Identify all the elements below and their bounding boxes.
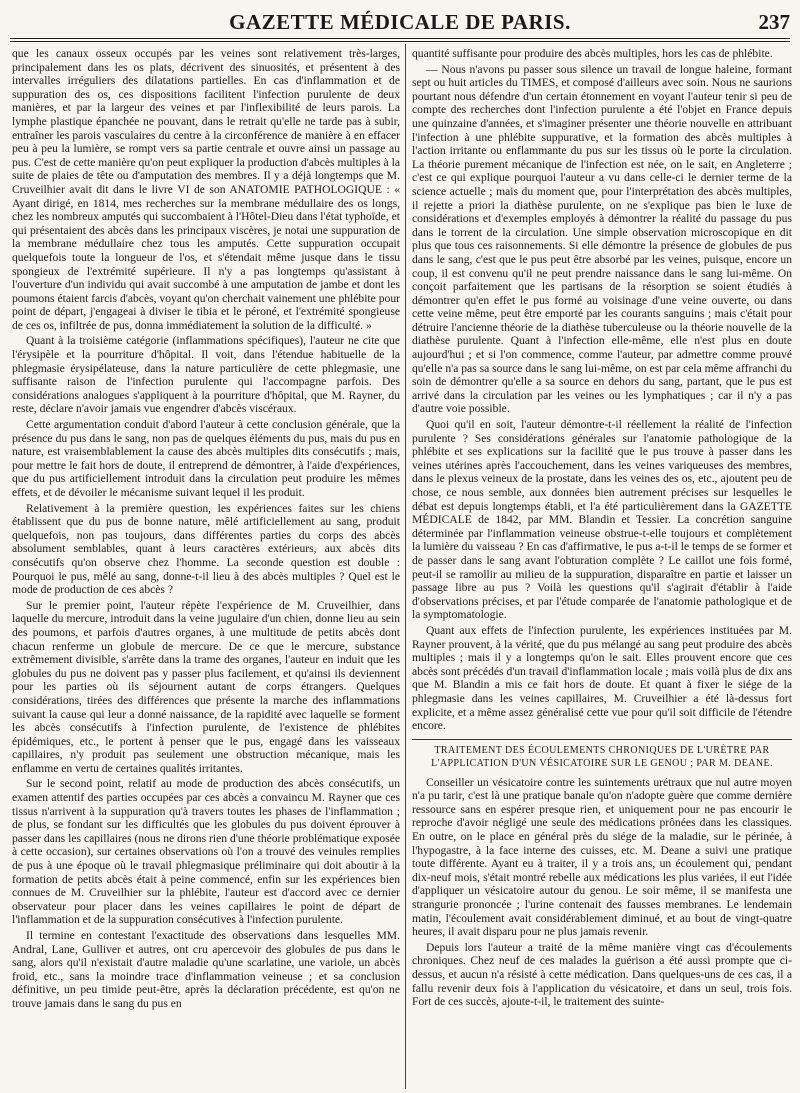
right-column [412, 47, 792, 1087]
page-header [0, 0, 800, 44]
paragraph: quantité suffisante pour produire des abcès multiples, hors les cas de phlébite. [412, 47, 773, 60]
page-number: 237 [758, 10, 790, 34]
paragraph: Sur le premier point, l'auteur répète l'expérience de M. Cruveilhier, dans laquelle du mercure, introduit dans la veine jugulaire d'un chien, donne lieu au sein des poumons, et parfois d'autres organes, à une multitude de petits abcès dont chacun renferme un globule de mercure. De ce que le mercure, substance extrêmement divisible, s'arrête dans la trame des organes, l'auteur en induit que les globules du pus ne doivent pas y passer plus facilement, et qu'ainsi ils deviennent pour les parties où ils séjournent autant de corps étrangers. Quelques considérations, tirées des différences que présente la marche des inflammations suivant la cause qui leur a donné naissance, de la rapidité avec laquelle se forment les abcès consécutifs à l'infection purulente, de l'existence de phlébites épidémiques, etc., le portent à penser que le pus, engagé dans les vaisseaux capillaires, n'y produit pas seulement une obstruction mécanique, mais les enflamme en vertu de certaines qualités irritantes. [12, 598, 400, 775]
section-rule [412, 739, 792, 740]
paragraph: — Nous n'avons pu passer sous silence un travail de longue haleine, formant sept ou huit articles du TIMES, et composé d'ailleurs avec soin. Nous ne saurions pourtant nous défendre d'un certain étonnement en voyant l'auteur tenir si peu de compte des recherches dont l'infection purulente a été l'objet en France depuis une quinzaine d'années, et s'imaginer présenter une théorie nouvelle en attribuant l'infection à une phlébite suppurative, et la formation des abcès multiples à l'action irritante ou enflammante du pus sur les tissus où le porte la circulation. La théorie purement mécanique de l'infection est née, on le sait, en Angleterre ; c'est ce qui explique pourquoi l'auteur a vu dans celle-ci le dernier terme de la science actuelle ; mais du moment que, pour l'interprétation des abcès multiples, il rejette a priori la diathèse purulente, on ne s'explique pas bien le luxe de considérations et d'exemples employés à démontrer la réalité du passage du pus dans le torrent de la circulation. Une simple observation microscopique en dit plus que tous ces raisonnements. Si elle démontre la présence de globules de pus dans le sang, c'est que le pus peut être absorbé par les veines, puisque, encore un coup, il est convenu qu'il ne peut prendre naissance dans le sang lui-même. On conçoit parfaitement que les partisans de la résorption se soient étudiés à démontrer qu'en effet le pus formé au voisinage d'une veine ouverte, ou dans cette veine même, peut être emporté par les courants sanguins ; mais c'était pour détruire l'ancienne théorie de la diathèse tuberculeuse ou la théorie nouvelle de la diathèse purulente. Quant à l'infection elle-même, elle n'est plus en doute aujourd'hui ; et si l'on commence, comme l'auteur, par admettre comme prouvé qu'elle n'a pas sa source dans le sang lui-même, on est par cela même affranchi du soin de démontrer qu'elle a sa source en dehors du sang, partant, que le pus est arrivé dans la circulation par les veines ou les lymphatiques ; car il n'y a pas d'autre voie possible. [412, 62, 792, 416]
header-rule-double [10, 41, 790, 42]
paragraph: Sur le second point, relatif au mode de production des abcès consécutifs, un examen attentif des parties occupées par ces abcès a convaincu M. Rayner que ces tissus n'arrivent à la suppuration qu'à travers toutes les phases de l'inflammation ; de plus, se fondant sur les difficultés que les globules du pus doivent éprouver à passer dans les capillaires (nous ne dirons rien d'une théorie problématique exposée à cette occasion), sur certaines observations où l'on a trouvé des veinules remplies de pus à une époque où le travail phlegmasique préliminaire qui doit aboutir à la formation de petits abcès était à peine commencé, enfin sur les expériences bien connues de M. Cruveilhier sur la phlébite, l'auteur est d'accord avec ce dernier observateur pour placer dans les veines capillaires le point de départ de l'inflammation et de la suppuration consécutives à l'infection purulente. [12, 777, 400, 927]
paragraph: Il termine en contestant l'exactitude des observations dans lesquelles MM. Andral, Lane, Gulliver et autres, ont cru apercevoir des globules de pus dans le sang, alors qu'il n'existait d'autre maladie qu'une scarlatine, une variole, un abcès froid, etc., sans la moindre trace d'inflammation veineuse ; et sa conclusion définitive, un peu timide peut-être, après la déclaration précédente, est qu'on ne trouve jamais dans le sang du pus en [12, 929, 400, 1010]
section-heading: TRAITEMENT DES ÉCOULEMENTS CHRONIQUES DE L'URÈTRE PAR L'APPLICATION D'UN VÉSICATOIRE SUR LE GENOU ; PAR M. DEANE. [431, 744, 773, 769]
column-divider [405, 44, 406, 1089]
journal-title: GAZETTE MÉDICALE DE PARIS. [229, 10, 571, 34]
paragraph: Quoi qu'il en soit, l'auteur démontre-t-il réellement la réalité de l'infection purulente ? Ses considérations générales sur l'anatomie pathologique de la phlébite et ses explications sur la facilité que le pus trouve à passer dans les veines utérines après l'accouchement, dans les veines variqueuses des membres, dans le plexus veineux de la prostate, dans les veines des os, etc., ajoutent peu de chose, ce nous semble, aux données bien autrement précises sur lesquelles le débat est depuis longtemps établi, et l'a été particulièrement dans la GAZETTE MÉDICALE de 1842, par MM. Blandin et Tessier. La concrétion sanguine déterminée par l'inflammation veineuse obstrue-t-elle toujours et complètement la lumière du vaisseau ? En cas d'affirmative, le pus a-t-il le temps de se former et de passer dans le sang avant l'obturation complète ? Le caillot une fois formé, peut-il se ramollir au milieu de la suppuration, disparaître en partie et laisser un passage libre au pus ? Voilà les questions qu'il s'agirait d'établir à l'aide d'observations précises, et par l'étude comparée de l'anatomie pathologique et de la symptomatologie. [412, 418, 792, 622]
paragraph: Quant à la troisième catégorie (inflammations spécifiques), l'auteur ne cite que l'érysipèle et la pourriture d'hôpital. Il voit, dans l'étendue habituelle de la phlegmasie érysipélateuse, dans la nature particulière de cette phlegmasie, une suffisante raison de l'infection purulente qui l'accompagne parfois. Des considérations analogues s'appliquent à la pourriture d'hôpital, que M. Rayner, du reste, déclare n'avoir jamais vue engendrer d'abcès viscéraux. [12, 334, 400, 416]
paragraph: que les canaux osseux occupés par les veines sont relativement très-larges, principalement dans les os plats, décrivent des sinuosités, et présentent à des intervalles irréguliers des dilatations partielles. En cas d'inflammation et de suppuration des os, ces dispositions facilitent l'infection purulente de deux manières, et par la largeur des veines et par l'inflexibilité de leurs parois. La lymphe plastique épanchée ne pouvant, dans le retrait qu'elle ne tarde pas à subir, entraîner les parois vasculaires du centre à la circonférence de manière à en effacer peu à peu la lumière, se rompt vers sa partie centrale et ouvre ainsi un passage au pus. C'est de cette manière qu'on peut expliquer la production d'abcès multiples à la suite de plaies de tête ou d'amputation des membres. Il y a déjà longtemps que M. Cruveilhier avait dit dans le livre VI de son ANATOMIE PATHOLOGIQUE : « Ayant dirigé, en 1814, mes recherches sur la membrane médullaire des os longs, chez les nombreux amputés qui succombaient à l'Hôtel-Dieu dans l'état typhoïde, et qui présentaient des abcès dans les principaux viscères, je notai une suppuration de la membrane médullaire chez tous les amputés. Cette suppuration occupait quelquefois toute la longueur de l'os, et s'étendait même jusque dans le tissu spongieux de l'extrémité supérieure. Il n'y a pas longtemps qu'assistant à l'ouverture d'un individu qui avait succombé à une amputation de jambe et dont les poumons étaient farcis d'abcès, voyant qu'on cherchait vainement une phlébite pour point de départ, j'engageai à diviser le tibia et le péroné, et l'extrémité spongieuse de ces os, infiltrée de pus, donna immédiatement la solution de la difficulté. » [12, 47, 400, 332]
paragraph: Quant aux effets de l'infection purulente, les expériences instituées par M. Rayner prouvent, à la vérité, que du pus mélangé au sang peut produire des abcès multiples ; mais il y a longtemps qu'on le sait. Elles prouvent encore que ces abcès sont précédés d'un travail d'inflammation locale ; mais voilà plus de dix ans que M. Blandin a mis ce fait hors de doute. Et quant à fixer le siége de la phlegmasie dans les veines capillaires, M. Cruveilhier a été là-dessus fort explicite, et a même assez généralisé cette vue pour qu'il soit difficile de l'étendre encore. [412, 623, 792, 733]
header-rule [10, 38, 790, 39]
paragraph: Depuis lors l'auteur a traité de la même manière vingt cas d'écoulements chroniques. Chez neuf de ces malades la guérison a été aussi prompte que ci-dessus, et aucun n'a résisté à cette médication. Dans quelques-uns de ces cas, il a fallu revenir deux fois à l'application du vésicatoire, et dans un seul, trois fois. Fort de ces succès, ajoute-t-il, le traitement des suinte- [412, 940, 792, 1009]
paragraph: Relativement à la première question, les expériences faites sur les chiens établissent que du pus de bonne nature, mêlé artificiellement au sang, produit quelquefois, non pas toujours, dans différentes parties du corps des abcès absolument semblables, quant à leurs caractères extérieurs, aux abcès dits consécutifs qu'on observe chez l'homme. La seconde question est double : Pourquoi le pus, mêlé au sang, donne-t-il lieu à des abcès multiples ? Quel est le mode de production de ces abcès ? [12, 501, 400, 597]
left-column [12, 47, 400, 1087]
paragraph: Conseiller un vésicatoire contre les suintements urétraux que nul autre moyen n'a pu tarir, c'est là une pratique banale qu'on n'adopte guère que comme dernière ressource sans en espérer presque rien, et uniquement pour ne pas encourir le reproche d'avoir négligé une seule des médications prônées dans les classiques. En outre, on le place en général près du siége de la maladie, sur le périnée, à l'hypogastre, à la face interne des cuisses, etc. M. Deane a suivi une pratique toute différente. Ayant eu à traiter, il y a trois ans, un écoulement qui, pendant dix-neuf mois, s'était montré rebelle aux médications les plus variées, il eut l'idée d'appliquer un vésicatoire autour du genou. Le soir même, il se manifesta une strangurie prononcée ; l'urine contenait des fausses membranes. Le lendemain matin, l'écoulement avait considérablement diminué, et au bout de vingt-quatre heures, il avait disparu pour ne plus jamais revenir. [412, 775, 792, 939]
paragraph: Cette argumentation conduit d'abord l'auteur à cette conclusion générale, que la présence du pus dans le sang, non pas de quelques éléments du pus, mais du pus en nature, est vraisemblablement la cause des abcès multiples dits consécutifs ; mais, pour mettre le fait hors de doute, il entreprend de démontrer, à l'aide d'expériences, que du pus artificiellement introduit dans la circulation peut produire les mêmes effets, et de dévoiler le mécanisme suivant lequel il les produit. [12, 418, 400, 499]
